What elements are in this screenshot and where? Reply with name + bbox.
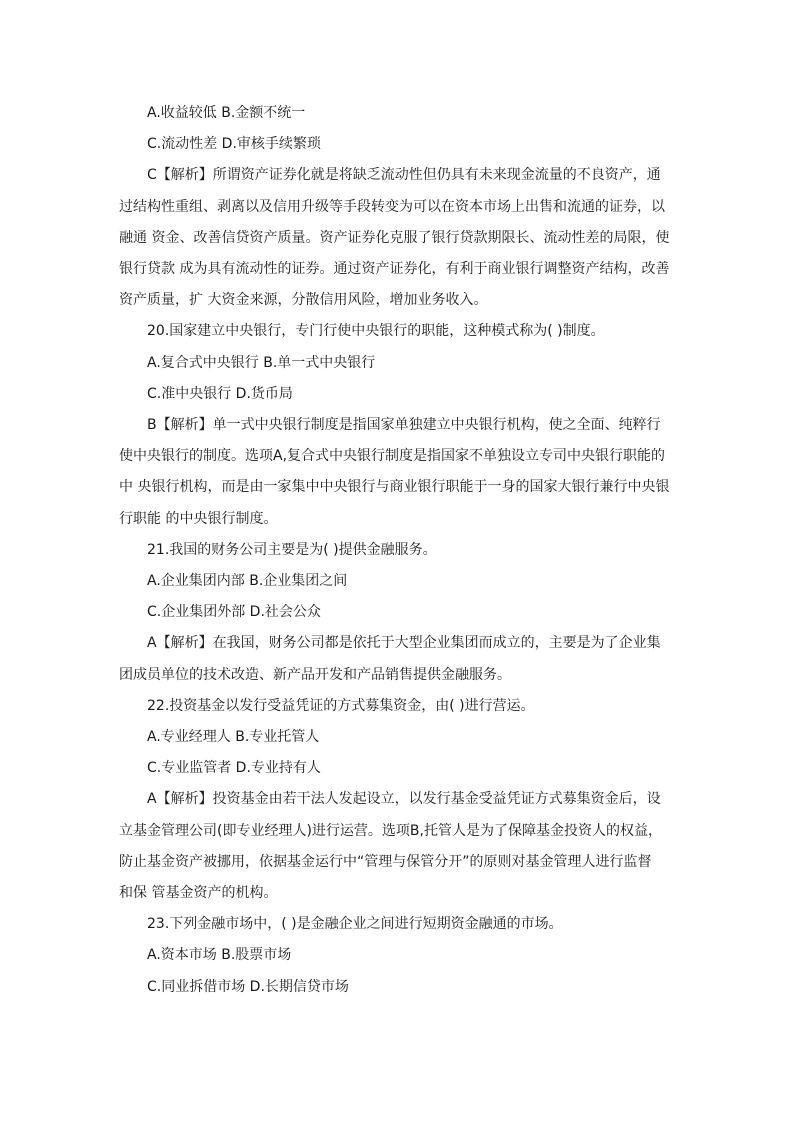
document-body: [119, 98, 675, 1003]
q22-option-cd: C.专业监管者 D.专业持有人: [147, 760, 321, 777]
q19-answer-line-5: 资产质量，扩 大资金来源，分散信用风险，增加业务收入。: [119, 292, 488, 309]
q20-option-cd: C.准中央银行 D.货币局: [147, 385, 293, 402]
q19-answer-line-2: 过结构性重组、剥离以及信用升级等手段转变为可以在资本市场上出售和流通的证券，以: [119, 198, 665, 215]
q21-answer-line-2: 团成员单位的技术改造、新产品开发和产品销售提供金融服务。: [119, 666, 511, 683]
q19-answer-line-4: 银行贷款 成为具有流动性的证券。通过资产证券化，有利于商业银行调整资产结构，改善: [119, 261, 670, 278]
q20-answer-line-4: 行职能 的中央银行制度。: [119, 510, 278, 527]
q22-answer-line-3: 防止基金资产被挪用，依据基金运行中“管理与保管分开”的原则对基金管理人进行监督: [119, 853, 652, 870]
q19-option-cd: C.流动性差 D.审核手续繁琐: [147, 136, 321, 153]
q22-question: 22.投资基金以发行受益凭证的方式募集资金，由( )进行营运。: [147, 697, 535, 714]
q22-option-ab: A.专业经理人 B.专业托管人: [147, 729, 320, 746]
q23-option-cd: C.同业拆借市场 D.长期信贷市场: [147, 978, 349, 995]
q21-option-ab: A.企业集团内部 B.企业集团之间: [147, 573, 348, 590]
q22-answer-line-1: A【解析】投资基金由若干法人发起设立，以发行基金受益凭证方式募集资金后，设: [147, 791, 661, 808]
q21-answer-line-1: A【解析】在我国，财务公司都是依托于大型企业集团而成立的，主要是为了企业集: [147, 635, 661, 652]
q20-answer-line-2: 使中央银行的制度。选项A,复合式中央银行制度是指国家不单独设立专司中央银行职能的: [119, 448, 666, 465]
q19-option-ab: A.收益较低 B.金额不统一: [147, 105, 306, 121]
q23-option-ab: A.资本市场 B.股票市场: [147, 947, 292, 964]
q20-answer-line-3: 中 央银行机构，而是由一家集中中央银行与商业银行职能于一身的国家大银行兼行中央银: [119, 479, 670, 496]
q22-answer-line-2: 立基金管理公司(即专业经理人)进行运营。选项B,托管人是为了保障基金投资人的权益，: [119, 822, 662, 839]
q20-question: 20.国家建立中央银行，专门行使中央银行的职能，这种模式称为( )制度。: [147, 323, 605, 340]
q21-option-cd: C.企业集团外部 D.社会公众: [147, 604, 321, 621]
q19-answer-line-1: C【解析】所谓资产证券化就是将缺乏流动性但仍具有未来现金流量的不良资产，通: [147, 167, 661, 184]
q21-question: 21.我国的财务公司主要是为( )提供金融服务。: [147, 541, 437, 558]
q20-answer-line-1: B【解析】单一式中央银行制度是指国家单独建立中央银行机构，使之全面、纯粹行: [147, 417, 661, 434]
q22-answer-line-4: 和保 管基金资产的机构。: [119, 885, 278, 902]
q20-option-ab: A.复合式中央银行 B.单一式中央银行: [147, 354, 376, 371]
q23-question: 23.下列金融市场中，( )是金融企业之间进行短期资金融通的市场。: [147, 916, 563, 933]
q19-answer-line-3: 融通 资金、改善信贷资产质量。资产证券化克服了银行贷款期限长、流动性差的局限，使: [119, 229, 670, 246]
